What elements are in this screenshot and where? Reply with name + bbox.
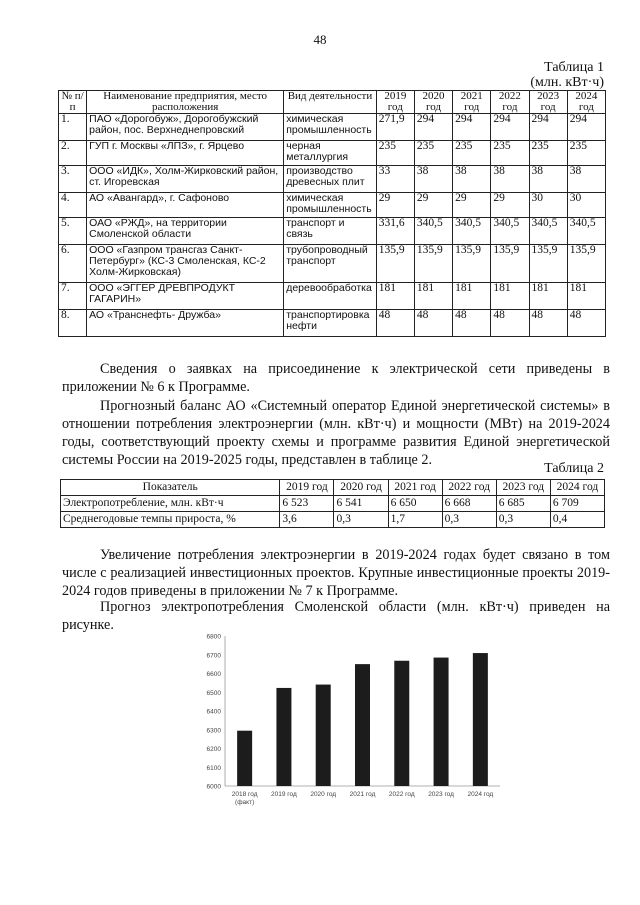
table1-header-cell: 2023 год (529, 91, 567, 114)
table1-cell: 4. (59, 193, 87, 218)
y-tick-label: 6700 (206, 652, 221, 660)
table1-cell: 340,5 (529, 218, 567, 245)
table1 (58, 90, 606, 337)
table2-cell: 6 541 (334, 496, 388, 512)
table1-cell: 340,5 (491, 218, 529, 245)
table1-cell: 8. (59, 310, 87, 337)
table1-cell: производство древесных плит (284, 166, 377, 193)
table1-cell: транспортировка нефти (284, 310, 377, 337)
table1-cell: 30 (567, 193, 605, 218)
table1-cell: 38 (529, 166, 567, 193)
table1-cell: 235 (491, 141, 529, 166)
table-row (61, 496, 605, 512)
y-tick-label: 6200 (206, 746, 221, 753)
table2-cell: Электропотребление, млн. кВт·ч (61, 496, 280, 512)
x-tick-label: 2022 год (388, 791, 415, 798)
table1-cell: АО «Авангард», г. Сафоново (87, 193, 284, 218)
bar (355, 664, 370, 786)
table-row (59, 141, 606, 166)
table2-header-cell: 2019 год (280, 480, 334, 496)
table-row (59, 218, 606, 245)
table1-cell: 135,9 (491, 245, 529, 283)
y-tick-label: 6500 (206, 689, 221, 697)
y-tick-label: 6300 (206, 727, 221, 735)
page-number: 48 (313, 32, 327, 47)
table2-header-cell: 2023 год (496, 480, 550, 496)
x-tick-label: 2019 год (271, 791, 297, 798)
table1-cell: 5. (59, 218, 87, 245)
table1-cell: 38 (567, 166, 605, 193)
table1-header-cell: 2019 год (376, 91, 414, 114)
table1-cell: 135,9 (414, 245, 452, 283)
table1-cell: 294 (567, 114, 605, 141)
table1-cell: 181 (376, 283, 414, 310)
table1-header-cell: 2021 год (453, 91, 491, 114)
table1-cell: химическая промышленность (284, 193, 377, 218)
table1-cell: трубопроводный транспорт (284, 245, 377, 283)
table2-cell: 0,3 (496, 512, 550, 528)
table1-cell: 294 (491, 114, 529, 141)
table1-cell: 181 (453, 283, 491, 310)
table1-cell: 3. (59, 166, 87, 193)
table1-cell: 6. (59, 245, 87, 283)
table2-cell: 6 709 (550, 496, 604, 512)
table1-cell: ООО «Газпром трансгаз Санкт-Петербург» (КС-3 Смоленская, КС-2 Холм-Жирковская) (87, 245, 284, 283)
table1-cell: 294 (453, 114, 491, 141)
x-tick-label: 2024 год (467, 791, 494, 798)
table2-cell: 0,4 (550, 512, 604, 528)
table-row (59, 193, 606, 218)
table1-cell: ООО «ЭГГЕР ДРЕВПРОДУКТ ГАГАРИН» (87, 283, 284, 310)
table1-cell: 48 (376, 310, 414, 337)
table2-cell: 1,7 (388, 512, 442, 528)
table1-cell: 181 (529, 283, 567, 310)
table1-cell: 331,6 (376, 218, 414, 245)
table1-header-cell: 2022 год (491, 91, 529, 114)
x-tick-label: 2018 год (231, 791, 258, 798)
table1-cell: 48 (567, 310, 605, 337)
table1-cell: 181 (491, 283, 529, 310)
y-tick-label: 6000 (206, 783, 221, 791)
table2-cell: Среднегодовые темпы прироста, % (61, 512, 280, 528)
table2-cell: 0,3 (334, 512, 388, 528)
paragraph-chart-intro: Прогноз электропотребления Смоленской области (млн. кВт·ч) приведен на рисунке. (62, 599, 610, 633)
table2-header-cell: 2020 год (334, 480, 388, 496)
y-tick-label: 6800 (206, 633, 221, 641)
table2-header-cell: Показатель (61, 480, 280, 496)
paragraph-applications: Сведения о заявках на присоединение к электрической сети приведены в приложении № 6 к Программе. (62, 361, 610, 395)
table1-cell: ООО «ИДК», Холм-Жирковский район, ст. Игоревская (87, 166, 284, 193)
x-tick-label: 2020 год (310, 791, 337, 798)
table1-cell: 29 (453, 193, 491, 218)
table-row (59, 245, 606, 283)
table-row (59, 166, 606, 193)
table1-cell: 135,9 (567, 245, 605, 283)
table1-cell: ГУП г. Москвы «ЛПЗ», г. Ярцево (87, 141, 284, 166)
table2-caption: Таблица 2 (544, 461, 604, 476)
bar (434, 658, 449, 786)
table1-cell: 235 (414, 141, 452, 166)
table1-cell: транспорт и связь (284, 218, 377, 245)
table2-header-cell: 2024 год (550, 480, 604, 496)
consumption-bar-chart (195, 630, 507, 825)
table2-header-row (61, 480, 605, 496)
table1-cell: 294 (414, 114, 452, 141)
bar (394, 661, 409, 786)
y-tick-label: 6400 (206, 708, 221, 716)
table1-cell: 340,5 (453, 218, 491, 245)
table1-header-row (59, 91, 606, 114)
table1-cell: 7. (59, 283, 87, 310)
table2-cell: 6 668 (442, 496, 496, 512)
y-tick-label: 6100 (206, 764, 221, 772)
table1-caption: Таблица 1 (544, 60, 604, 75)
table1-cell: 294 (529, 114, 567, 141)
bar (316, 685, 331, 786)
table1-cell: ПАО «Дорогобуж», Дорогобужский район, пос. Верхнеднепровский (87, 114, 284, 141)
table1-cell: 271,9 (376, 114, 414, 141)
table1-cell: 135,9 (529, 245, 567, 283)
table1-cell: 30 (529, 193, 567, 218)
paragraph-consumption-growth: Увеличение потребления электроэнергии в 2019-2024 годах будет связано в том числе с реализацией инвестиционных проектов. Крупные инвестиционные проекты 2019-2024 годов приведены в приложении № 7 к Программе. (62, 547, 610, 599)
table1-cell: 340,5 (414, 218, 452, 245)
table1-header-cell: № п/п (59, 91, 87, 114)
table-row (59, 283, 606, 310)
table1-cell: 181 (567, 283, 605, 310)
table1-cell: 235 (529, 141, 567, 166)
table1-cell: 38 (453, 166, 491, 193)
table1-cell: 48 (491, 310, 529, 337)
table1-cell: АО «Транснефть- Дружба» (87, 310, 284, 337)
table1-cell: черная металлургия (284, 141, 377, 166)
table-row (59, 114, 606, 141)
table1-cell: 29 (491, 193, 529, 218)
table2-cell: 6 523 (280, 496, 334, 512)
table1-cell: 2. (59, 141, 87, 166)
table1-cell: 235 (567, 141, 605, 166)
table2-cell: 6 685 (496, 496, 550, 512)
table2-cell: 6 650 (388, 496, 442, 512)
table2 (60, 479, 605, 528)
table1-header-cell: 2020 год (414, 91, 452, 114)
table1-header-cell: Вид деятельности (284, 91, 377, 114)
table1-cell: 1. (59, 114, 87, 141)
table1-cell: 48 (453, 310, 491, 337)
paragraph-forecast-balance: Прогнозный баланс АО «Системный оператор Единой энергетической системы» в отношении потребления электроэнергии (млн. кВт·ч) и мощности (МВт) на 2019-2024 годы, соответствующий проекту схемы и программе развития Единой энергетической системы России на 2019-2025 годы, представлен в таблице 2. (62, 398, 610, 468)
y-tick-label: 6600 (206, 671, 221, 678)
bar (473, 653, 488, 786)
table1-cell: 235 (453, 141, 491, 166)
table2-header-cell: 2022 год (442, 480, 496, 496)
table1-cell: 33 (376, 166, 414, 193)
table1-cell: 235 (376, 141, 414, 166)
table1-cell: 38 (414, 166, 452, 193)
table1-cell: 38 (491, 166, 529, 193)
bar (276, 688, 291, 786)
table1-cell: деревообработка (284, 283, 377, 310)
bar (237, 731, 252, 786)
table1-cell: 29 (376, 193, 414, 218)
table-row (59, 310, 606, 337)
table2-cell: 3,6 (280, 512, 334, 528)
table1-header-cell: Наименование предприятия, место расположения (87, 91, 284, 114)
table1-cell: 181 (414, 283, 452, 310)
table1-cell: 29 (414, 193, 452, 218)
table1-cell: 340,5 (567, 218, 605, 245)
table1-header-cell: 2024 год (567, 91, 605, 114)
table2-cell: 0,3 (442, 512, 496, 528)
table1-cell: 135,9 (376, 245, 414, 283)
x-tick-label: 2023 год (428, 791, 454, 798)
table1-cell: 48 (414, 310, 452, 337)
table1-cell: ОАО «РЖД», на территории Смоленской области (87, 218, 284, 245)
table1-cell: 48 (529, 310, 567, 337)
table1-cell: 135,9 (453, 245, 491, 283)
table2-header-cell: 2021 год (388, 480, 442, 496)
x-tick-label: 2021 год (349, 791, 376, 798)
table1-unit: (млн. кВт·ч) (530, 75, 604, 90)
x-tick-label: (факт) (235, 799, 255, 806)
table-row (61, 512, 605, 528)
table1-cell: химическая промышленность (284, 114, 377, 141)
